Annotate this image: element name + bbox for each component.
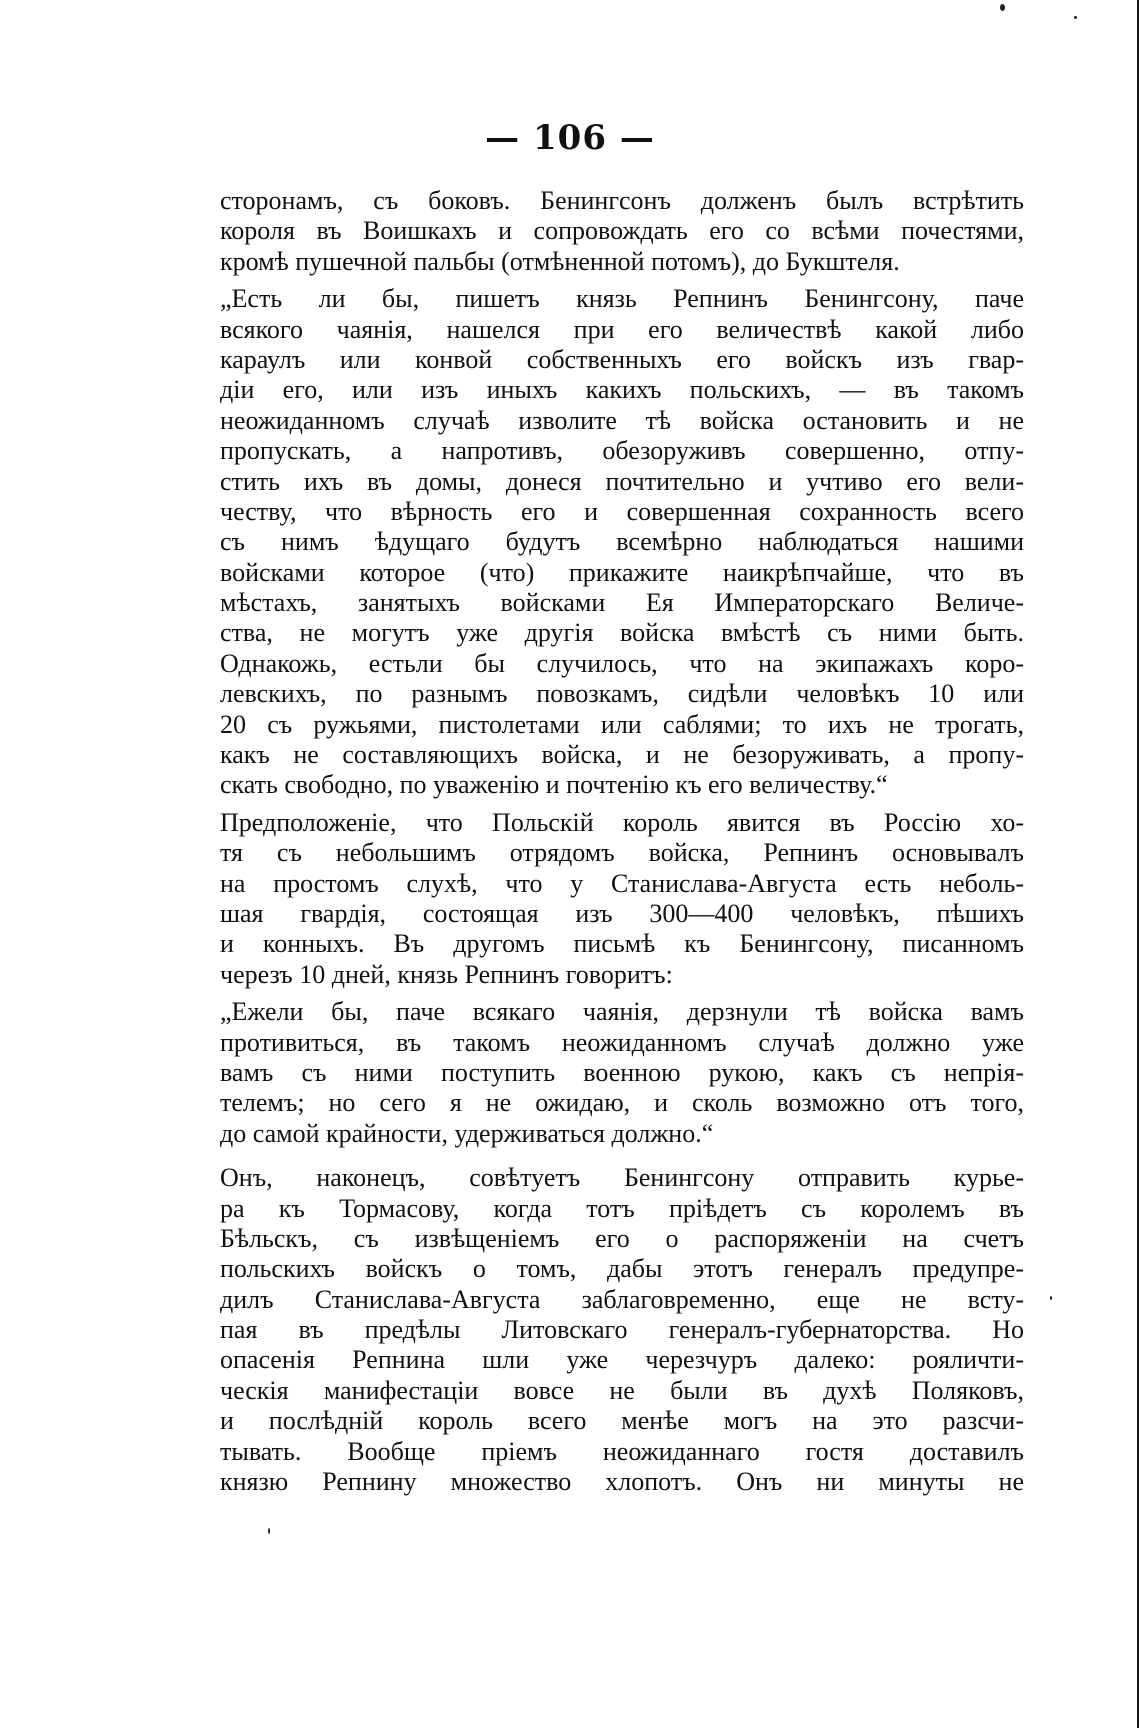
text-line: на простомъ слухѣ, что у Станислава-Августа есть неболь- — [220, 868, 1024, 898]
scan-speck — [1074, 16, 1077, 19]
text-line: какъ не составляющихъ войска, и не безоруживать, а пропу- — [220, 740, 1024, 770]
text-line: черезъ 10 дней, князь Репнинъ говоритъ: — [220, 959, 673, 989]
text-line: телемъ; но сего я не ожидаю, и сколь возможно отъ того, — [220, 1088, 1024, 1118]
text-line: Онъ, наконецъ, совѣтуетъ Бенингсону отправить курье- — [220, 1163, 1024, 1193]
text-line: скать свободно, по уваженію и почтенію къ его величеству.“ — [220, 770, 888, 800]
paragraph-5 — [220, 1163, 1024, 1497]
text-line: короля въ Воишкахъ и сопровождать его со всѣми почестями, — [220, 216, 1024, 246]
text-line: сторонамъ, съ боковъ. Бенингсонъ долженъ былъ встрѣтить — [220, 186, 1024, 215]
text-line: шая гвардія, состоящая изъ 300—400 человѣкъ, пѣшихъ — [220, 898, 1024, 928]
text-line: мѣстахъ, занятыхъ войсками Ея Императорскаго Величе- — [220, 588, 1024, 618]
text-line: тя съ небольшимъ отрядомъ войска, Репнинъ основывалъ — [220, 838, 1024, 868]
scan-speck — [268, 1528, 270, 1534]
text-line: войсками которое (что) прикажите наикрѣпчайше, что въ — [220, 557, 1024, 587]
text-line: вамъ съ ними поступить военною рукою, какъ съ непрія- — [220, 1057, 1024, 1087]
scan-speck — [1000, 4, 1005, 11]
text-line: и конныхъ. Въ другомъ письмѣ къ Бенингсону, писанномъ — [220, 929, 1024, 959]
text-line: 20 съ ружьями, пистолетами или саблями; то ихъ не трогать, — [220, 709, 1024, 739]
paragraph-1 — [220, 186, 1024, 277]
text-line: польскихъ войскъ о томъ, дабы этотъ генералъ предупре- — [220, 1254, 1024, 1284]
text-line: левскихъ, по разнымъ повозкамъ, сидѣли человѣкъ 10 или — [220, 679, 1024, 709]
text-line: кромѣ пушечной пальбы (отмѣненной потомъ), до Букштеля. — [220, 246, 900, 276]
text-line: тывать. Вообще пріемъ неожиданнаго гостя доставилъ — [220, 1436, 1024, 1466]
text-line: дилъ Станислава-Августа заблаговременно, еще не всту- — [220, 1284, 1024, 1314]
text-line: Предположеніе, что Польскій король явится въ Россію хо- — [220, 807, 1024, 837]
text-line: всякого чаянія, нашелся при его величествѣ какой либо — [220, 314, 1024, 344]
page-number: — 106 — — [485, 118, 655, 158]
text-line: честву, что вѣрность его и совершенная сохранность всего — [220, 496, 1024, 526]
text-line: Однакожь, естьли бы случилось, что на экипажахъ коро- — [220, 648, 1024, 678]
paragraph-4-quote — [220, 997, 1024, 1149]
text-line: стить ихъ въ домы, донеся почтительно и учтиво его вели- — [220, 466, 1024, 496]
text-line: ра къ Тормасову, когда тотъ пріѣдетъ съ королемъ въ — [220, 1193, 1024, 1223]
text-line: и послѣдній король всего менѣе могъ на это разсчи- — [220, 1406, 1024, 1436]
text-line: неожиданномъ случаѣ изволите тѣ войска остановить и не — [220, 405, 1024, 435]
text-line: князю Репнину множество хлопотъ. Онъ ни минуты не — [220, 1467, 1024, 1497]
body-text — [220, 186, 1024, 1497]
text-line: караулъ или конвой собственныхъ его войскъ изъ гвар- — [220, 344, 1024, 374]
paragraph-3 — [220, 808, 1024, 990]
paragraph-2-quote — [220, 284, 1024, 801]
text-line: противиться, въ такомъ неожиданномъ случаѣ должно уже — [220, 1027, 1024, 1057]
text-line: Бѣльскъ, съ извѣщеніемъ его о распоряженіи на счетъ — [220, 1223, 1024, 1253]
text-line: „Ежели бы, паче всякаго чаянія, дерзнули тѣ войска вамъ — [220, 997, 1024, 1027]
page-edge-border — [1137, 0, 1139, 1728]
text-line: съ нимъ ѣдущаго будутъ всемѣрно наблюдаться нашими — [220, 527, 1024, 557]
text-line: „Есть ли бы, пишетъ князь Репнинъ Бенингсону, паче — [220, 284, 1024, 314]
text-line: до самой крайности, удерживаться должно.“ — [220, 1118, 714, 1148]
text-line: діи его, или изъ иныхъ какихъ польскихъ, — въ такомъ — [220, 375, 1024, 405]
text-line: ства, не могутъ уже другія войска вмѣстѣ съ ними быть. — [220, 618, 1024, 648]
text-line: пропускать, а напротивъ, обезоруживъ совершенно, отпу- — [220, 436, 1024, 466]
text-line: ческія манифестаціи вовсе не были въ духѣ Поляковъ, — [220, 1375, 1024, 1405]
text-line: пая въ предѣлы Литовскаго генералъ-губернаторства. Но — [220, 1315, 1024, 1345]
text-line: опасенія Репнина шли уже черезчуръ далеко: рояличти- — [220, 1345, 1024, 1375]
scan-speck — [1050, 1296, 1052, 1300]
